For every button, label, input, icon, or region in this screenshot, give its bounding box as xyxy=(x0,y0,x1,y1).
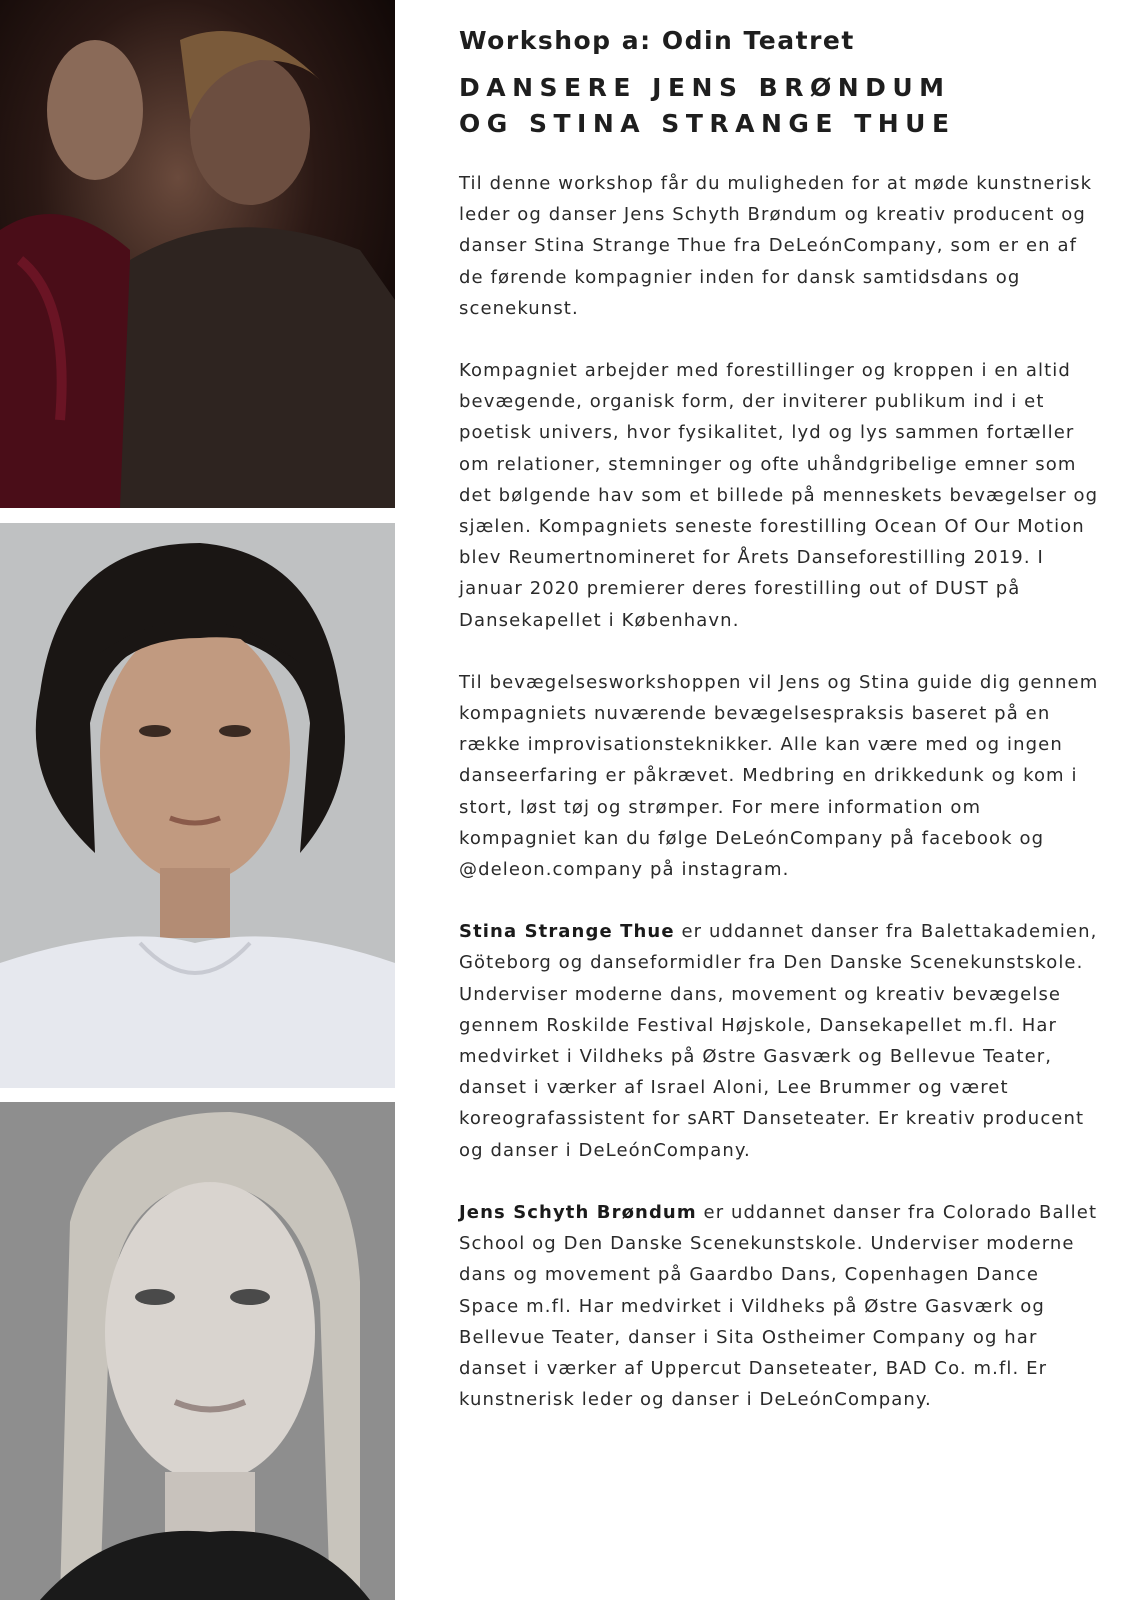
jens-bio-paragraph xyxy=(459,1197,1099,1415)
jens-name: Jens Schyth Brøndum xyxy=(459,1201,697,1223)
headline-line-2: OG STINA STRANGE THUE xyxy=(459,109,956,138)
company-paragraph: Kompagniet arbejder med forestillinger og kroppen i en altid bevægende, organisk form, der inviterer publikum ind i et poetisk univers, hvor fysikalitet, lyd og lys sammen fortæller om relationer, stemninger og ofte uhåndgribelige emner som det bølgende hav som et billede på menneskets bevægelser og sjælen. Kompagniets seneste forestilling Ocean Of Our Motion blev Reumertnomineret for Årets Danseforestilling 2019. I januar 2020 premierer deres forestilling out of DUST på Dansekapellet i København. xyxy=(459,360,1099,631)
workshop-title: Workshop a: Odin Teatret xyxy=(459,26,855,55)
stina-portrait-photo xyxy=(0,1102,395,1600)
intro-paragraph: Til denne workshop får du muligheden for at møde kunstnerisk leder og danser Jens Schyth Brøndum og kreativ producent og danser Stina Strange Thue fra DeLeónCompany, som er en af de førende kompagnier inden for dansk samtidsdans og scenekunst. xyxy=(459,173,1093,319)
jens-portrait-photo xyxy=(0,523,395,1088)
stina-name: Stina Strange Thue xyxy=(459,921,675,943)
jens-bio-text: er uddannet danser fra Colorado Ballet School og Den Danske Scenekunstskole. Underviser moderne dans og movement på Gaardbo Dans, Copenhagen Dance Space m.fl. Har medvirket i Vildheks på Østre Gasværk og Bellevue Teater, danser i Sita Ostheimer Company og har danset i værker af Uppercut Danseteater, BAD Co. m.fl. Er kunstnerisk leder og danser i DeLeónCompany. xyxy=(459,1201,1098,1411)
stina-bio-text: er uddannet danser fra Balettakademien, Göteborg og danseformidler fra Den Danske Scenekunstskole. Underviser moderne dans, movement og kreativ bevægelse gennem Roskilde Festival Højskole, Dansekapellet m.fl. Har medvirket i Vildheks på Østre Gasværk og Bellevue Teater, danset i værker af Israel Aloni, Lee Brummer og været koreografassistent for sART Danseteater. Er kreativ producent og danser i DeLeónCompany. xyxy=(459,921,1098,1161)
headline xyxy=(459,70,1099,142)
workshop-paragraph: Til bevægelsesworkshoppen vil Jens og Stina guide dig gennem kompagniets nuværende bevægelsespraksis baseret på en række improvisationsteknikker. Alle kan være med og ingen danseerfaring er påkrævet. Medbring en drikkedunk og kom i stort, løst tøj og strømper. For mere information om kompagniet kan du følge DeLeónCompany på facebook og @deleon.company på instagram. xyxy=(459,671,1099,881)
dancers-performance-photo xyxy=(0,0,395,508)
stina-bio-paragraph xyxy=(459,916,1099,1166)
headline-line-1: DANSERE JENS BRØNDUM xyxy=(459,73,951,102)
text-column xyxy=(459,24,1099,1446)
